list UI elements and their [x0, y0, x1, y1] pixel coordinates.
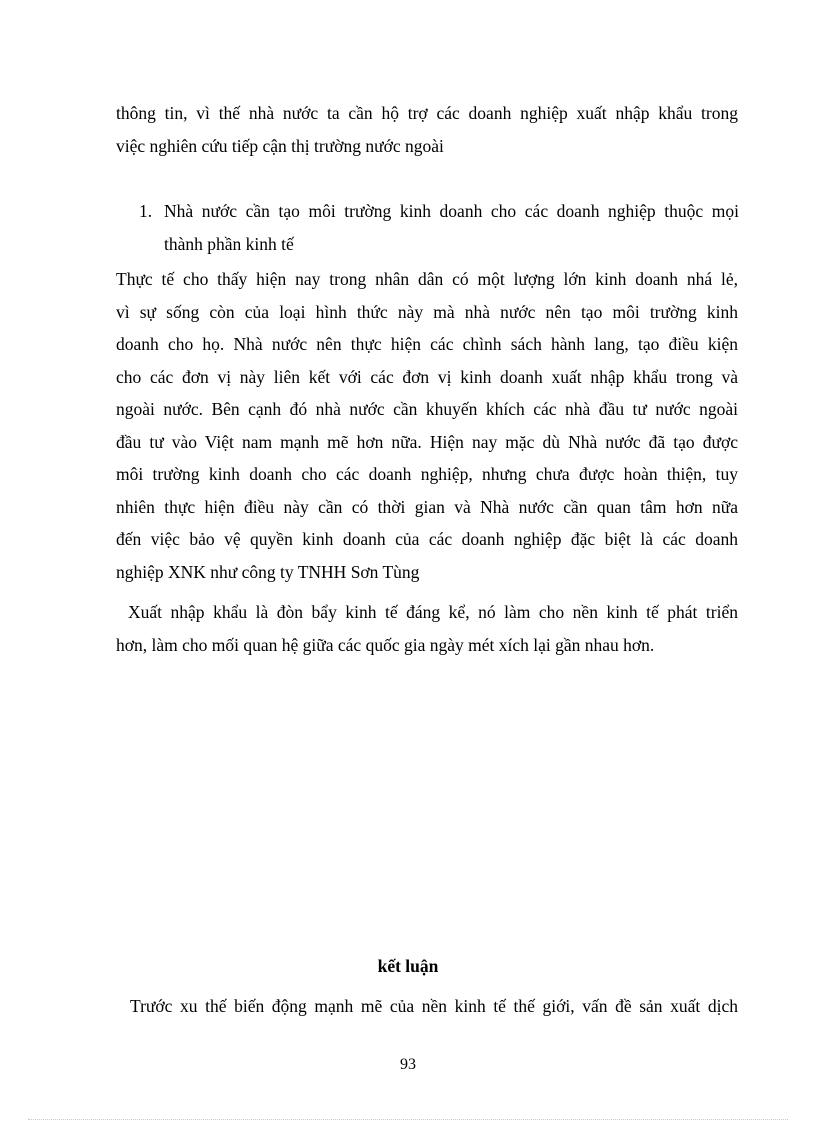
- page-bottom-rule: [28, 1119, 788, 1120]
- text-line: đầu tư vào Việt nam mạnh mẽ hơn nữa. Hiện nay mặc dù Nhà nước đã tạo được: [116, 431, 738, 452]
- text-line: đến việc bảo vệ quyền kinh doanh của các doanh nghiệp đặc biệt là các doanh: [116, 529, 738, 549]
- body-paragraph: [116, 263, 738, 588]
- text-line: nghiệp XNK như công ty TNHH Sơn Tùng: [116, 561, 420, 582]
- section-heading: kết luận: [377, 956, 439, 976]
- list-item-text: [164, 195, 739, 260]
- text-line: nhiên thực hiện điều này cần có thời gian và Nhà nước cần quan tâm hơn nữa: [116, 496, 738, 517]
- text-line: cho các đơn vị này liên kết với các đơn vị kinh doanh xuất nhập khẩu trong và: [116, 366, 738, 387]
- text-line: Thực tế cho thấy hiện nay trong nhân dân có một lượng lớn kinh doanh nhá lẻ,: [116, 269, 738, 289]
- list-number: 1.: [139, 201, 153, 221]
- text-line: môi trường kinh doanh cho các doanh nghiệp, nhưng chưa được hoàn thiện, tuy: [116, 464, 738, 484]
- body-paragraph: [116, 596, 738, 661]
- text-line: ngoài nước. Bên cạnh đó nhà nước cần khuyến khích các nhà đầu tư nước ngoài: [116, 399, 738, 419]
- text-line: doanh cho họ. Nhà nước nên thực hiện các chình sách hành lang, tạo điều kiện: [116, 334, 738, 354]
- page-number: 93: [400, 1056, 416, 1073]
- text-line: hơn, làm cho mối quan hệ giữa các quốc gia ngày mét xích lại gần nhau hơn.: [116, 634, 655, 655]
- text-line: vì sự sống còn của loại hình thức này mà nhà nước nên tạo môi trường kinh: [116, 301, 738, 322]
- text-line: Trước xu thế biến động mạnh mẽ của nền kinh tế thế giới, vấn đề sản xuất dịch: [130, 996, 738, 1016]
- text-line: việc nghiên cứu tiếp cận thị trường nước ngoài: [116, 135, 444, 156]
- text-line: thông tin, vì thế nhà nước ta cần hộ trợ các doanh nghiệp xuất nhập khẩu trong: [116, 103, 738, 123]
- conclusion-paragraph: [116, 990, 738, 1023]
- text-line: Xuất nhập khẩu là đòn bẩy kinh tế đáng kể, nó làm cho nền kinh tế phát triển: [128, 602, 738, 622]
- text-line: thành phần kinh tế: [164, 233, 294, 254]
- text-line: Nhà nước cần tạo môi trường kinh doanh cho các doanh nghiệp thuộc mọi: [164, 201, 739, 221]
- intro-paragraph: [116, 97, 738, 162]
